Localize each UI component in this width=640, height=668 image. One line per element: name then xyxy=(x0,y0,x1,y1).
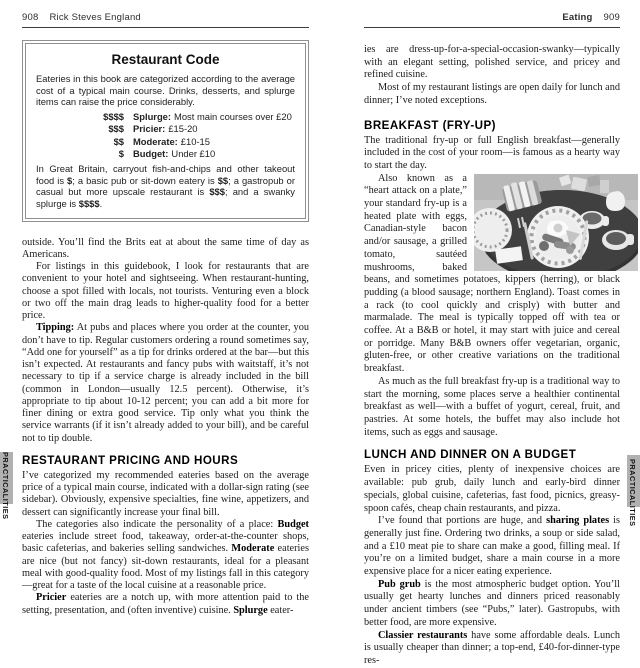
price-row-pricier xyxy=(36,123,295,135)
paragraph: As much as the full breakfast fry-up is a traditional way to start the morning, some places serve a healthier continental breakfast as well—with a buffet of yogurt, cereal, fruit, and pastries. At some hotels, the buffet may also include hot items, such as eggs and sausage. xyxy=(364,375,620,438)
price-row-splurge xyxy=(36,111,295,123)
paragraph: The traditional fry-up or full English breakfast—generally included in the cost of your room—is famous as a hearty way to start the day. xyxy=(364,134,620,171)
price-symbol: $$$ xyxy=(108,123,124,135)
paragraph-with-photo: Also known as a “heart attack on a plate,” your standard fry-up is a heated plate with eggs, Canadian-style bacon and/or sausage, a grilled tomato, sautéed mushrooms, baked beans, and sometimes potatoes, kippers (herring), or black pudding (a blood sausage; northern England). Toast comes in a rack (to cool quickly and crisply) with butter and marmalade. The meal is typically topped off with tea or coffee. At a B&B or hotel, it may start with juice and cereal or porridge. Many B&B owners offer vegetarian, organic, gluten-free, or other creative variations on the traditional breakfast. xyxy=(364,173,620,376)
restaurant-code-intro: Eateries in this book are categorized according to the average cost of a typical main course. Drinks, desserts, and splurge items can raise the price considerably. xyxy=(36,73,295,108)
price-definition: Pricier: £15-20 xyxy=(133,123,198,135)
section-tab-label: PRACTICALITIES xyxy=(1,452,10,520)
restaurant-code-title: Restaurant Code xyxy=(111,52,220,67)
price-row-budget xyxy=(36,148,295,160)
section-heading-lunch-dinner: LUNCH AND DINNER ON A BUDGET xyxy=(364,448,577,462)
restaurant-code-box xyxy=(22,40,309,222)
paragraph: Pub grub is the most atmospheric budget option. You’ll usually get hearty lunches and dinners priced reasonably under ancient timbers (see “Pubs,” later). Gastropubs, with better food, are more expensive. xyxy=(364,578,620,628)
paragraph: Most of my restaurant listings are open daily for lunch and dinner; I’ve noted exceptions. xyxy=(364,82,620,106)
paragraph: Tipping: At pubs and places where you order at the counter, you don’t have to tip. Regular customers ordering a round sometimes say, “Add one for yourself” as a tip for drinks ordered at the bar—but this isn’t expected. At restaurants and fancy pubs with waitstaff, it’s not necessary to tip if a service charge is already included in the bill (common in London—usually 12.5 percent). Otherwise, it’s appropriate to tip about 10-12 percent; you can add a bit more for finer dining or extra good service. Tip only what you think the service warrants (if it isn’t already added to your bill), and be careful not to tip double. xyxy=(22,322,309,444)
left-page-header xyxy=(22,12,309,28)
paragraph: I’ve found that portions are huge, and sharing plates is generally just fine. Ordering two drinks, a soup or side salad, and a £10 meat pie to share can make a good, filling meal. If you’re on a limited budget, share a main course in a more expensive place for a nicer eating experience. xyxy=(364,515,621,578)
right-page-header xyxy=(364,12,620,28)
section-heading-restaurant-pricing: RESTAURANT PRICING AND HOURS xyxy=(22,453,239,467)
paragraph: The categories also indicate the personality of a place: Budget eateries include street food, takeaway, order-at-the-counter shops, basic cafeterias, and bakeries selling sandwiches. Moderate eateries are nice (but not fancy) sit-down restaurants, ideal for a pleasant meal with good-quality food. Most of my listings fall in this category—great for a taste of the local cuisine at a reasonable price. xyxy=(22,518,309,592)
right-page xyxy=(364,12,620,668)
section-tab-label: PRACTICALITIES xyxy=(628,459,637,527)
paragraph: outside. You’ll find the Brits eat at about the same time of day as Americans. xyxy=(22,236,309,260)
paragraph: I’ve categorized my recommended eateries based on the average price of a typical main course, indicated with a dollar-sign rating (see sidebar). Obviously, expensive specialties, fine wine, appetizers, and dessert can significantly increase your final bill. xyxy=(22,469,309,518)
section-tab-left xyxy=(0,438,14,538)
breakfast-photo-graphic xyxy=(474,174,638,271)
paragraph: ies are dress-up-for-a-special-occasion-swanky—typically with an elegant setting, polished service, and pricey and refined cuisine. xyxy=(364,44,620,81)
price-code-table xyxy=(36,111,295,160)
right-page-number: 909 xyxy=(603,12,620,23)
left-body-text xyxy=(22,237,309,617)
price-definition: Budget: Under £10 xyxy=(133,147,216,159)
price-symbol: $ xyxy=(118,147,124,159)
paragraph: Even in pricey cities, plenty of inexpensive choices are available: pub grub, daily lunch and early-bird dinner specials, global cuisine, cafeterias, fast food, picnics, greasy-spoon cafés, cheap chain restaurants, and pizza. xyxy=(364,464,620,514)
section-tab-right xyxy=(627,438,640,550)
left-page-number: 908 xyxy=(22,12,39,23)
left-running-head: Rick Steves England xyxy=(49,12,141,23)
breakfast-photo xyxy=(474,174,638,271)
price-definition: Moderate: £10-15 xyxy=(133,135,210,147)
price-symbol: $$$$ xyxy=(103,111,124,123)
paragraph: For listings in this guidebook, I look for restaurants that are convenient to your hotel and sightseeing. When restaurant-hunting, choose a spot filled with locals, not tourists. Venturing even a block or two off the main drag leads to higher-quality food for a better price. xyxy=(22,261,309,322)
price-row-moderate xyxy=(36,136,295,148)
right-running-head: Eating xyxy=(562,12,593,23)
paragraph: Classier restaurants have some affordable deals. Lunch is usually cheaper than dinner; a top-end, £40-for-dinner-type res- xyxy=(364,629,620,666)
section-heading-breakfast: BREAKFAST (FRY-UP) xyxy=(364,118,496,132)
right-body-text xyxy=(364,44,620,668)
paragraph: Pricier eateries are a notch up, with more attention paid to the setting, presentation, and (often inventive) cuisine. Splurge eater- xyxy=(22,592,309,616)
left-page xyxy=(22,12,309,617)
price-definition: Splurge: Most main courses over £20 xyxy=(133,111,292,123)
restaurant-code-outro: In Great Britain, carryout fish-and-chips and other takeout food is $; a basic pub or sit-down eatery is $$; a gastropub or casual but more upscale restaurant is $$$; and a swanky splurge is $$$$. xyxy=(36,162,295,210)
price-symbol: $$ xyxy=(113,135,124,147)
